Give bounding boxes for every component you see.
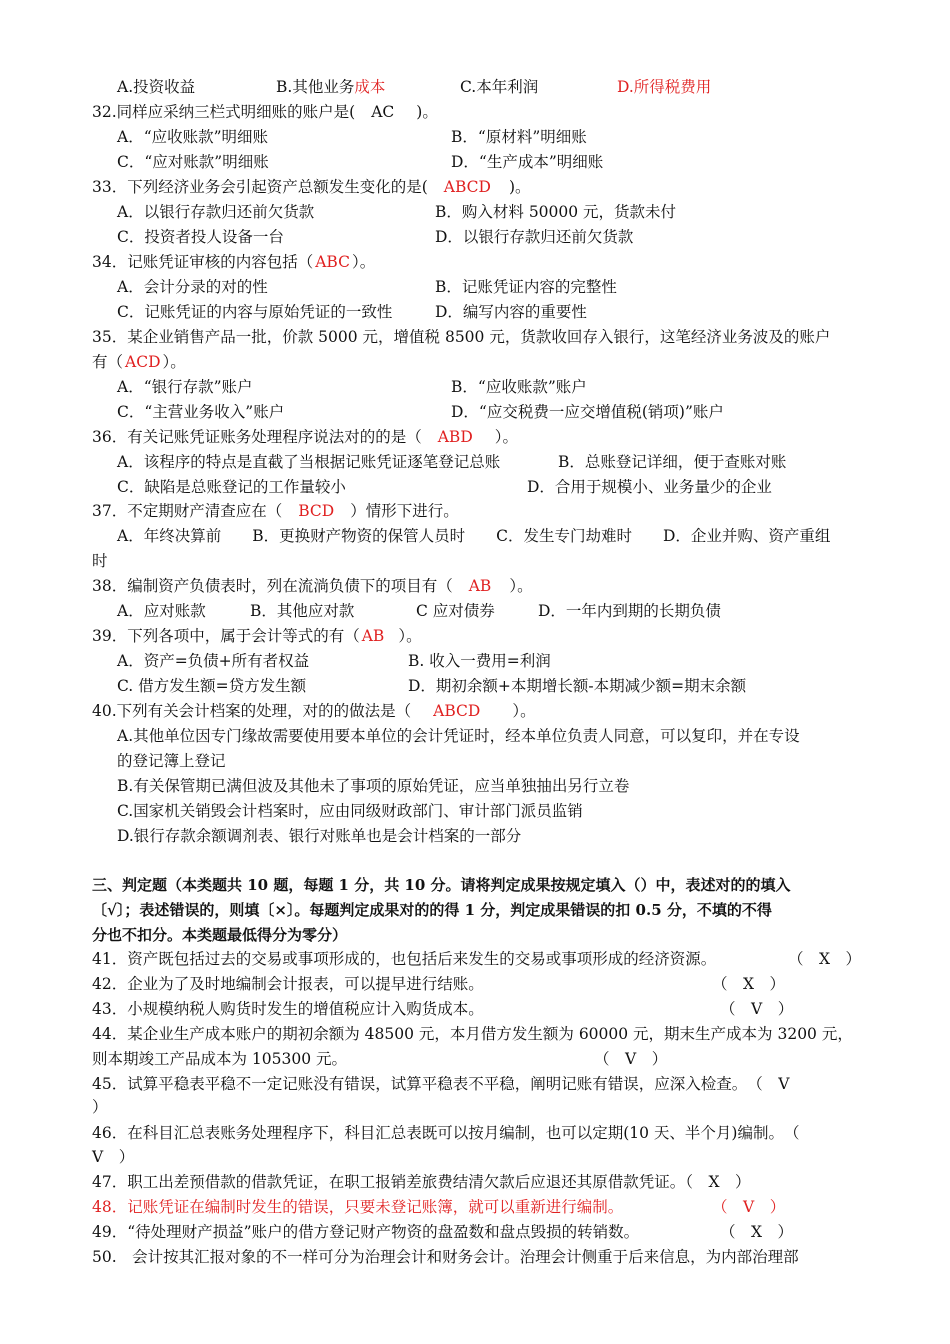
q36-answer: ABD	[437, 428, 473, 446]
q37-answer: BCD	[298, 502, 335, 520]
tf-q46-line1: 46．在科目汇总表账务处理程序下，科目汇总表既可以按月编制，也可以定期(10 天、半个月)编制。 （	[92, 1124, 800, 1142]
q39-answer: AB	[361, 627, 385, 645]
q40-stem	[92, 700, 536, 722]
q40-option-c: C.国家机关销毁会计档案时，应由同级财政部门、审计部门派员监销	[117, 802, 583, 820]
q33-option-a: A．以银行存款归还前欠货款	[117, 203, 315, 221]
q40-answer: ABCD	[433, 702, 481, 720]
q40-option-d: D.银行存款余额调剂表、银行对账单也是会计档案的一部分	[117, 827, 522, 845]
tf-q47-text: 47．职工出差预借款的借款凭证，在职工报销差旅费结清欠款后应退还其原借款凭证。（ X ）	[92, 1173, 751, 1191]
tf-q49-mark: （ X ）	[720, 1223, 794, 1241]
tf-q44-mark: （ V ）	[594, 1050, 668, 1068]
q34-answer: ABC	[315, 253, 350, 271]
q38-option-c: C 应对债券	[416, 602, 495, 620]
tf-q41-text: 41．资产既包括过去的交易或事项形成的，也包括后来发生的交易或事项形成的经济资源。	[92, 950, 717, 968]
q40-stem-post: ）。	[512, 702, 536, 720]
q39-stem	[92, 625, 422, 647]
tf-q48-mark: （ V ）	[712, 1198, 786, 1216]
q37-stem-post: ）情形下进行。	[350, 502, 459, 520]
tf-q42-mark: （ X ）	[712, 975, 786, 993]
q38-stem-post: ）。	[509, 577, 533, 595]
q32-option-b: B．“原材料”明细账	[451, 128, 587, 146]
tf-q42-text: 42．企业为了及时地编制会计报表，可以提早进行结账。	[92, 975, 484, 993]
q39-stem-pre: 39．下列各项中，属于会计等式的有（	[92, 627, 360, 645]
q38-answer: AB	[468, 577, 492, 595]
q38-option-b: B．其他应对款	[250, 602, 355, 620]
q32-answer: AC	[371, 103, 395, 121]
q33-option-c: C．投资者投人设备一台	[117, 228, 284, 246]
q32-option-a: A．“应收账款”明细账	[117, 128, 269, 146]
q34-option-d: D．编写内容的重要性	[435, 303, 587, 321]
tf-q43-text: 43．小规模纳税人购货时发生的增值税应计入购货成本。	[92, 1000, 484, 1018]
tf-q44-line1: 44．某企业生产成本账户的期初余额为 48500 元，本月借方发生额为 60000 元，期末生产成本为 3200 元，	[92, 1025, 853, 1043]
q38-option-d: D．一年内到期的长期负债	[538, 602, 721, 620]
q40-option-b: B.有关保管期已满但波及其他未了事项的原始凭证，应当单独抽出另行立卷	[117, 777, 630, 795]
q36-option-a: A．该程序的特点是直截了当根据记账凭证逐笔登记总账	[117, 453, 501, 471]
q32-option-c: C．“应对账款”明细账	[117, 153, 269, 171]
q37-stem-pre: 37．不定期财产清查应在（	[92, 502, 283, 520]
q36-option-c: C．缺陷是总账登记的工作量较小	[117, 478, 346, 496]
q34-stem-post: ）。	[351, 253, 376, 271]
q35-stem-line1: 35．某企业销售产品一批，价款 5000 元，增值税 8500 元，货款收回存入银行，这笔经济业务波及的账户	[92, 328, 831, 346]
tf-q50-text: 50. 会计按其汇报对象的不一样可分为治理会计和财务会计。治理会计侧重于后来信息，为内部治理部	[92, 1248, 799, 1266]
q33-stem	[92, 176, 531, 198]
tf-q45-line2: ）	[92, 1098, 108, 1116]
q31-option-b-text: B.其他业务	[276, 78, 355, 96]
q33-stem-pre: 33．下列经济业务会引起资产总额发生变化的是(	[92, 178, 428, 196]
q33-option-b: B．购入材料 50000 元，货款未付	[435, 203, 677, 221]
tf-q43-mark: （ V ）	[720, 1000, 794, 1018]
tf-q49-text: 49．“待处理财产损益”账户的借方登记财产物资的盘盈数和盘点毁损的转销数。	[92, 1223, 640, 1241]
q40-option-a-line1: A.其他单位因专门缘故需要使用要本单位的会计凭证时，经本单位负责人同意，可以复印，并在专设	[117, 727, 800, 745]
tf-q44-line2: 则本期竣工产品成本为 105300 元。	[92, 1050, 348, 1068]
q38-stem-pre: 38．编制资产负债表时，列在流淌负债下的项目有（	[92, 577, 453, 595]
q35-option-b: B．“应收账款”账户	[451, 378, 587, 396]
q36-option-b: B．总账登记详细，便于查账对账	[558, 453, 787, 471]
q31-option-d: D.所得税费用	[617, 78, 712, 96]
q36-option-d: D．合用于规模小、业务量少的企业	[527, 478, 772, 496]
tf-q45-line1: 45．试算平稳表平稳不一定记账没有错误，试算平稳表不平稳，阐明记账有错误，应深入检查。 （ V	[92, 1075, 790, 1093]
q35-answer: ACD	[125, 353, 161, 371]
q33-answer: ABCD	[443, 178, 491, 196]
q37-options-wrap: 时	[92, 552, 108, 570]
q38-option-a: A．应对账款	[117, 602, 206, 620]
q35-option-c: C．“主营业务收入”账户	[117, 403, 285, 421]
q40-option-a-line2: 的登记簿上登记	[117, 752, 226, 770]
q39-option-c: C. 借方发生额=贷方发生额	[117, 677, 307, 695]
q39-option-d: D．期初余额+本期增长额-本期减少额=期末余额	[408, 677, 747, 695]
q37-stem	[92, 500, 459, 522]
q32-stem-pre: 32.同样应采纳三栏式明细账的账户是(	[92, 103, 356, 121]
q31-option-c: C.本年利润	[460, 78, 539, 96]
q39-option-a: A．资产=负债+所有者权益	[117, 652, 310, 670]
tf-q46-line2: V ）	[92, 1148, 135, 1166]
tf-q48-text: 48．记账凭证在编制时发生的错误，只要未登记账簿，就可以重新进行编制。	[92, 1198, 624, 1216]
q32-stem	[92, 101, 438, 123]
q35-option-d: D．“应交税费一应交增值税(销项)”账户	[451, 403, 724, 421]
q31-option-b	[276, 76, 385, 98]
q36-stem-pre: 36．有关记账凭证账务处理程序说法对的的是（	[92, 428, 422, 446]
q36-stem	[92, 426, 518, 448]
q35-stem-post: ）。	[162, 353, 186, 371]
q32-stem-post: )。	[416, 103, 438, 121]
q31-option-b-red: 成本	[354, 78, 386, 96]
q34-option-a: A．会计分录的对的性	[117, 278, 268, 296]
q34-option-c: C．记账凭证的内容与原始凭证的一致性	[117, 303, 393, 321]
q38-stem	[92, 575, 533, 597]
q32-option-d: D．“生产成本”明细账	[451, 153, 604, 171]
q33-stem-post: )。	[508, 178, 531, 196]
tf-q41-mark: （ X ）	[788, 950, 862, 968]
section3-heading-line1: 三、判定题（本类题共 10 题，每题 1 分，共 10 分。请将判定成果按规定填入（）中，表述对的的填入	[92, 876, 791, 894]
q31-option-a: A.投资收益	[117, 78, 196, 96]
section3-heading-line2: 〔√〕；表述错误的，则填〔×〕。每题判定成果对的的得 1 分，判定成果错误的扣 0.5 分，不填的不得	[92, 901, 772, 919]
q39-option-b: B. 收入一费用=利润	[408, 652, 551, 670]
q34-stem-pre: 34．记账凭证审核的内容包括（	[92, 253, 314, 271]
section3-heading-line3: 分也不扣分。本类题最低得分为零分）	[92, 926, 348, 944]
q40-stem-pre: 40.下列有关会计档案的处理，对的的做法是（	[92, 702, 412, 720]
q35-option-a: A．“银行存款”账户	[117, 378, 253, 396]
q34-option-b: B．记账凭证内容的完整性	[435, 278, 617, 296]
q37-options: A．年终决算前 B．更换财产物资的保管人员时 C．发生专门劫难时 D．企业并购、资产重组	[117, 527, 831, 545]
q35-stem-line2	[92, 351, 186, 373]
q36-stem-post: ）。	[494, 428, 519, 446]
q35-stem-pre: 有（	[92, 353, 124, 371]
q33-option-d: D．以银行存款归还前欠货款	[435, 228, 634, 246]
q39-stem-post: ）。	[398, 627, 422, 645]
q34-stem	[92, 251, 375, 273]
